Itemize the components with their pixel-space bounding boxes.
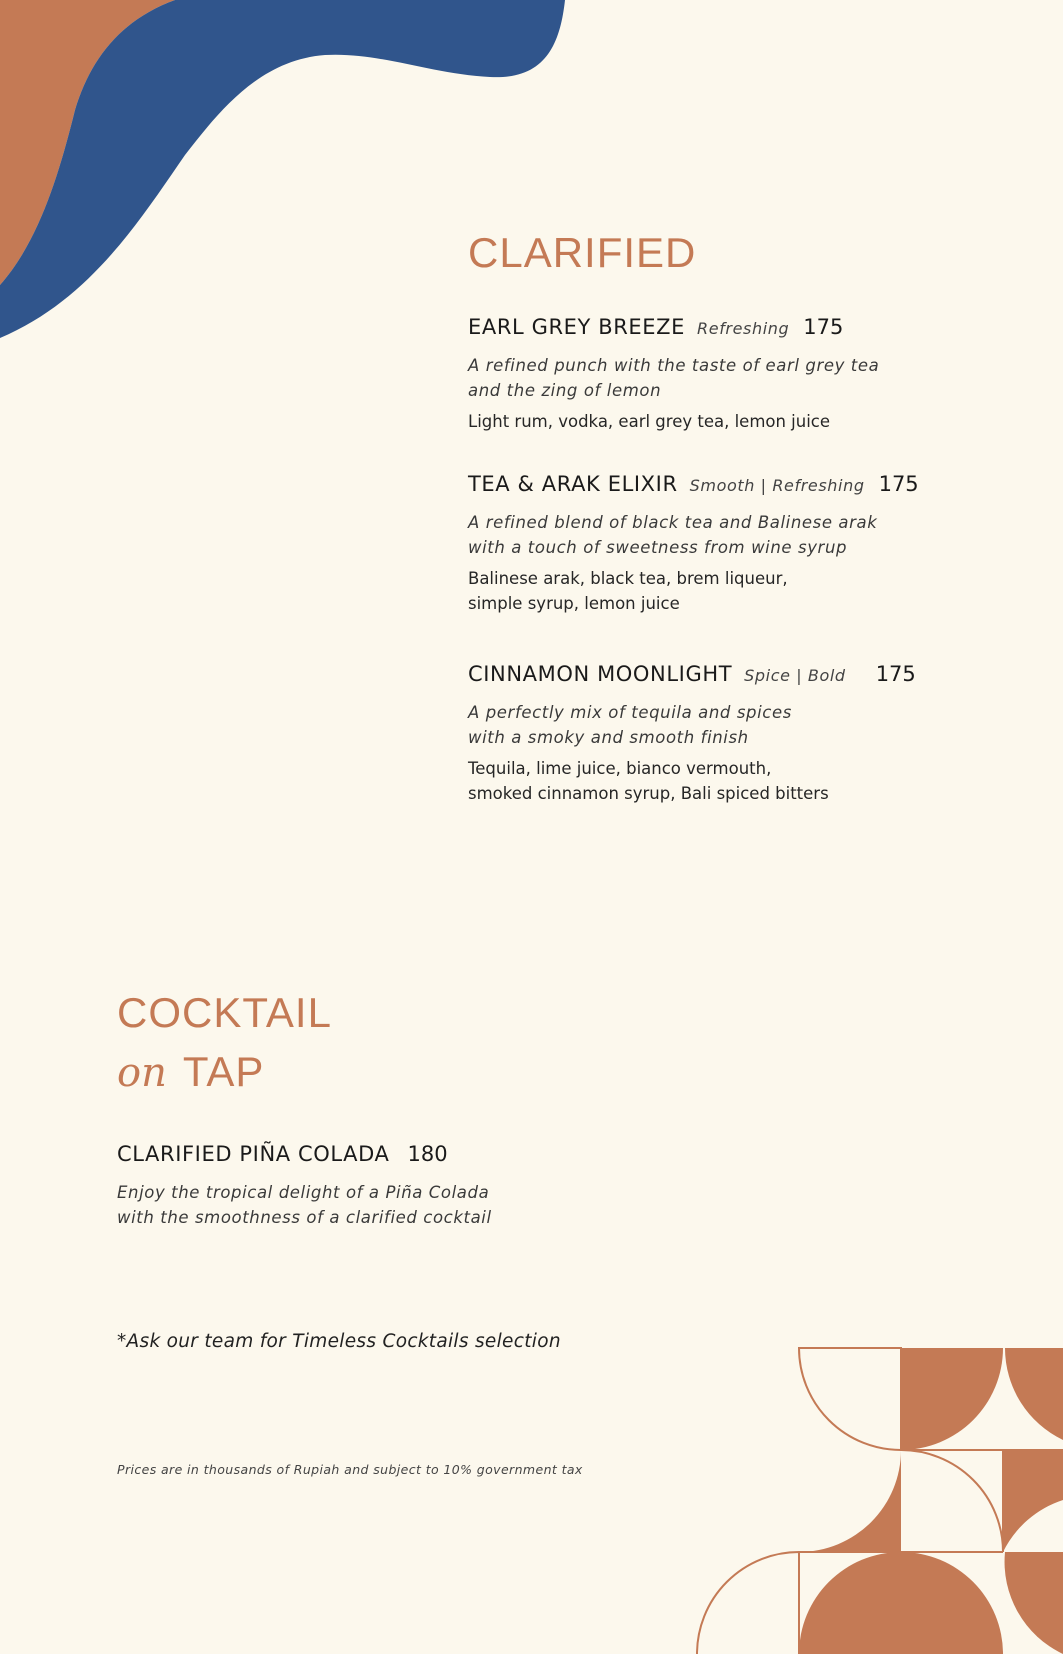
item-description (468, 510, 1028, 560)
item-tag: Refreshing (697, 319, 790, 338)
item-name: EARL GREY BREEZE (468, 315, 686, 339)
description-line: A perfectly mix of tequila and spices (468, 703, 792, 722)
quarter-circle-shape (1005, 1552, 1063, 1654)
item-ingredients (468, 409, 1008, 434)
item-header (117, 1142, 637, 1166)
description-line: with a smoky and smooth finish (468, 728, 749, 747)
item-name: TEA & ARAK ELIXIR (468, 472, 678, 496)
outline-arc-shape (799, 1348, 901, 1450)
menu-item (468, 662, 1028, 806)
item-ingredients (468, 566, 1028, 616)
section-title-on-tap (117, 989, 332, 1096)
item-price: 175 (878, 472, 919, 496)
item-tag: Smooth | Refreshing (689, 476, 865, 495)
item-header (468, 315, 1008, 339)
item-description (468, 700, 1028, 750)
description-line: with a touch of sweetness from wine syrup (468, 538, 848, 557)
quarter-circle-shape (799, 1450, 901, 1552)
ingredients-line: Balinese arak, black tea, brem liqueur, (468, 569, 788, 588)
price-footnote: Prices are in thousands of Rupiah and subject to 10% government tax (117, 1462, 583, 1477)
ingredients-line: smoked cinnamon syrup, Bali spiced bitters (468, 784, 829, 803)
outline-arc-shape (901, 1450, 1003, 1552)
item-header (468, 662, 1028, 686)
ingredients-line: Tequila, lime juice, bianco vermouth, (468, 759, 772, 778)
item-price: 180 (407, 1142, 448, 1166)
title-line-on-tap (117, 1050, 332, 1096)
item-price: 175 (875, 662, 916, 686)
item-description (117, 1180, 637, 1230)
item-ingredients (468, 756, 1028, 806)
title-word-tap: TAP (182, 1048, 265, 1095)
description-line: and the zing of lemon (468, 381, 662, 400)
quarter-circle-shape (1003, 1450, 1063, 1552)
timeless-note: *Ask our team for Timeless Cocktails selection (117, 1331, 561, 1352)
quarter-circle-shape (901, 1348, 1003, 1450)
title-line-cocktail: COCKTAIL (117, 989, 332, 1036)
title-script-on: on (117, 1050, 167, 1096)
section-title-clarified: CLARIFIED (468, 229, 697, 276)
half-circle-shape (799, 1552, 1003, 1654)
item-description (468, 353, 1008, 403)
item-price: 175 (803, 315, 844, 339)
menu-item (468, 315, 1008, 434)
description-line: A refined punch with the taste of earl grey tea (468, 356, 880, 375)
wave-decoration (0, 0, 600, 360)
ingredients-line: Light rum, vodka, earl grey tea, lemon juice (468, 412, 831, 431)
quarter-circle-shape (1005, 1348, 1063, 1440)
geometric-pattern-decoration (690, 1340, 1063, 1654)
menu-item (117, 1142, 637, 1230)
ingredients-line: simple syrup, lemon juice (468, 594, 680, 613)
item-tag: Spice | Bold (744, 666, 846, 685)
description-line: A refined blend of black tea and Balinese arak (468, 513, 878, 532)
item-name: CINNAMON MOONLIGHT (468, 662, 733, 686)
item-name: CLARIFIED PIÑA COLADA (117, 1142, 390, 1166)
outline-arc-shape (697, 1552, 799, 1654)
description-line: with the smoothness of a clarified cocktail (117, 1208, 492, 1227)
menu-item (468, 472, 1028, 616)
description-line: Enjoy the tropical delight of a Piña Colada (117, 1183, 490, 1202)
item-header (468, 472, 1028, 496)
